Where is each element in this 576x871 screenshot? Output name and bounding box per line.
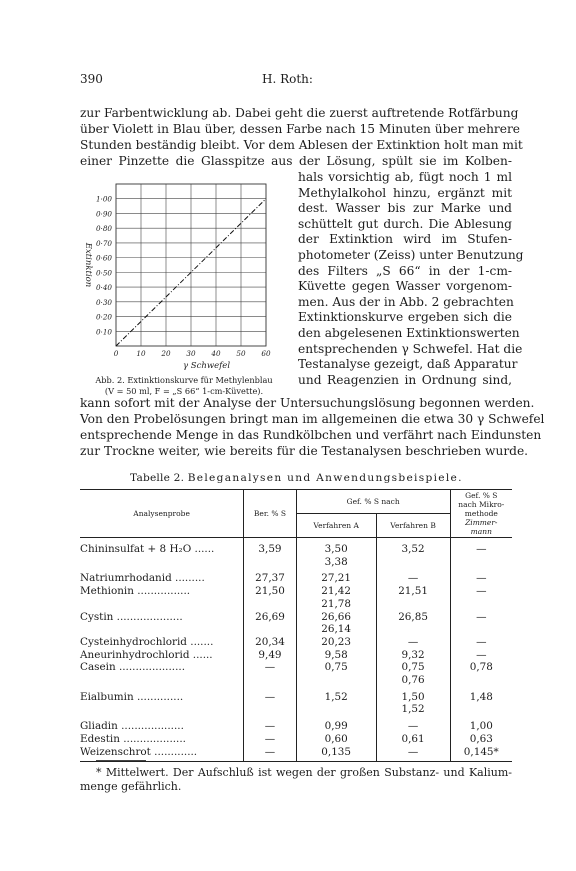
text-line: den abgelesenen Extinktionswerten (298, 325, 520, 340)
cell-method-a: 27,21 (296, 568, 376, 585)
cell-micro: 0,63 (450, 733, 512, 746)
y-tick-label: 0·70 (95, 238, 112, 248)
text-line: dest. Wasser bis zur Marke und (298, 201, 512, 216)
cell-sample: Eialbumin .............. (80, 690, 184, 703)
table-row (80, 556, 512, 569)
y-axis-label: Extinktion (83, 242, 93, 288)
table-row (80, 568, 512, 585)
y-tick-labels (96, 195, 112, 337)
cell-sample (80, 623, 244, 636)
text-line: und Reagenzien in Ordnung sind, (298, 372, 512, 387)
cell-method-a: 20,23 (296, 636, 376, 649)
x-tick-label: 30 (186, 349, 196, 358)
cell-method-b: — (376, 568, 450, 585)
cell-method-b: 0,76 (376, 674, 450, 687)
cell-sample (80, 674, 244, 687)
cell-calc: — (244, 661, 297, 674)
cell-micro (450, 623, 512, 636)
y-tick-label: 0·50 (95, 268, 112, 278)
cell-method-b: 0,61 (376, 733, 450, 746)
col-header-found: Gef. % S nach (296, 490, 450, 514)
text-line: einer Pinzette die Glasspitze aus der Lösung, spült sie im Kolben- (80, 154, 512, 168)
cell-calc (244, 598, 297, 611)
cell-calc: — (244, 746, 297, 762)
x-tick-label: 10 (136, 349, 146, 358)
cell-micro (450, 556, 512, 569)
cell-method-a: 0,60 (296, 733, 376, 746)
text-line: Testanalyse gezeigt, daß Apparatur (298, 357, 518, 372)
cell-calc: — (244, 716, 297, 733)
caption-line: Abb. 2. Extinktionskurve für Methylenblau (95, 375, 273, 385)
cell-sample: Cystin .................... (80, 610, 183, 623)
cell-method-a: 21,42 (296, 585, 376, 598)
extinction-chart (76, 170, 292, 370)
footnote-line: menge gefährlich. (80, 780, 182, 793)
cell-method-b: 3,52 (376, 538, 450, 556)
y-tick-label: 0·10 (95, 327, 112, 337)
cell-sample (80, 598, 244, 611)
header-line: mann (470, 527, 492, 536)
cell-method-a: 0,135 (296, 746, 376, 762)
text-line: entsprechende Menge in das Rundkölbchen und verfährt nach Eindunsten (80, 428, 542, 442)
table-row (80, 611, 512, 624)
table-row (80, 538, 512, 556)
cell-method-a: 0,99 (296, 716, 376, 733)
cell-calc (244, 674, 297, 687)
cell-micro: — (450, 649, 512, 662)
cell-micro: — (450, 568, 512, 585)
cell-method-b (376, 598, 450, 611)
cell-method-b: 9,32 (376, 649, 450, 662)
cell-micro: 0,78 (450, 661, 512, 674)
cell-method-a: 0,75 (296, 661, 376, 674)
cell-micro: — (450, 538, 512, 556)
header-line: Zimmer- (465, 518, 498, 527)
footnote-rule (96, 760, 146, 761)
cell-micro (450, 703, 512, 716)
table-row (80, 585, 512, 598)
text-line: kann sofort mit der Analyse der Untersuchungslösung begonnen werden. (80, 396, 535, 410)
cell-micro (450, 674, 512, 687)
y-tick-label: 0·90 (95, 209, 112, 219)
cell-method-a: 1,52 (296, 687, 376, 704)
cell-micro (450, 598, 512, 611)
right-column-text (298, 170, 524, 388)
cell-sample: Casein .................... (80, 661, 186, 674)
cell-micro: — (450, 585, 512, 598)
caption-line: (V = 50 ml, F = „S 66“ 1-cm-Küvette). (104, 386, 264, 396)
cell-method-b (376, 556, 450, 569)
col-header-micro (450, 490, 512, 538)
x-tick-labels (114, 349, 271, 358)
cell-method-b: 21,51 (376, 585, 450, 598)
figure-caption (80, 375, 288, 397)
table-row (80, 703, 512, 716)
table-row (80, 636, 512, 649)
cell-micro: — (450, 636, 512, 649)
cell-sample: Chininsulfat + 8 H₂O ...... (80, 543, 215, 555)
y-tick-label: 1·00 (95, 194, 112, 204)
col-header-method-a: Verfahren A (296, 514, 376, 538)
cell-calc: — (244, 687, 297, 704)
cell-method-b: 0,75 (376, 661, 450, 674)
text-line: über Violett in Blau über, dessen Farbe nach 15 Minuten über mehrere (80, 122, 521, 136)
cell-method-a: 21,78 (296, 598, 376, 611)
text-line: photometer (Zeiss) unter Benutzung (298, 247, 524, 262)
cell-calc (244, 556, 297, 569)
cell-method-a (296, 674, 376, 687)
table-caption-prefix: Tabelle 2. (130, 472, 185, 484)
cell-micro: 0,145* (450, 746, 512, 762)
y-tick-label: 0·60 (95, 253, 112, 263)
cell-calc (244, 623, 297, 636)
footnote-line: * Mittelwert. Der Aufschluß ist wegen der großen Substanz- und Kalium- (96, 766, 512, 779)
text-line: Extinktionskurve ergeben sich die (298, 310, 512, 325)
table-row (80, 623, 512, 636)
cell-sample: Cysteinhydrochlorid ....... (80, 635, 214, 648)
table-caption-title: Beleganalysen und Anwendungsbeispiele. (187, 472, 463, 484)
cell-method-b: 1,52 (376, 703, 450, 716)
cell-micro: — (450, 611, 512, 624)
table-row (80, 649, 512, 662)
cell-calc: 3,59 (244, 538, 297, 556)
text-line: entsprechenden γ Schwefel. Hat die (298, 341, 523, 356)
cell-method-b: — (376, 636, 450, 649)
cell-sample: Methionin ................ (80, 585, 191, 598)
text-line: hals vorsichtig ab, fügt noch 1 ml (298, 170, 512, 184)
cell-method-a: 9,58 (296, 649, 376, 662)
cell-method-a: 3,50 (296, 538, 376, 556)
col-header-method-b: Verfahren B (376, 514, 450, 538)
cell-calc (244, 703, 297, 716)
text-line: Stunden beständig bleibt. Vor dem Ablesen der Extinktion holt man mit (80, 138, 523, 152)
x-axis-label: γ Schwefel (183, 361, 231, 370)
cell-method-b (376, 623, 450, 636)
cell-method-a: 3,38 (296, 556, 376, 569)
header-line: nach Mikro- (458, 500, 505, 509)
x-tick-label: 0 (113, 349, 119, 358)
cell-calc: — (244, 733, 297, 746)
text-line: der Extinktion wird im Stufen- (298, 232, 512, 247)
cell-method-a: 26,14 (296, 623, 376, 636)
cell-calc: 26,69 (244, 611, 297, 624)
text-line: Küvette gegen Wasser vorgenom- (298, 279, 512, 294)
text-line: men. Aus der in Abb. 2 gebrachten (298, 294, 514, 309)
page-number: 390 (80, 72, 103, 86)
text-line: zur Farbentwicklung ab. Dabei geht die zuerst auftretende Rotfärbung (80, 106, 519, 120)
cell-micro: 1,48 (450, 687, 512, 704)
table-caption (130, 472, 463, 484)
y-tick-label: 0·40 (95, 283, 112, 293)
table-row (80, 674, 512, 687)
x-tick-label: 60 (261, 349, 271, 358)
cell-micro: 1,00 (450, 716, 512, 733)
y-tick-label: 0·20 (95, 312, 112, 322)
cell-method-b: 26,85 (376, 611, 450, 624)
table-row (80, 687, 512, 704)
cell-sample: Weizenschrot ............. (80, 746, 244, 762)
table-row (80, 716, 512, 733)
col-header-calc: Ber. % S (244, 490, 297, 538)
y-tick-label: 0·30 (95, 297, 112, 307)
x-tick-label: 20 (161, 349, 171, 358)
cell-sample: Gliadin ................... (80, 720, 184, 733)
cell-sample (80, 703, 244, 716)
text-line: schüttelt gut durch. Die Ablesung (298, 216, 512, 231)
header-line: methode (464, 509, 498, 518)
chart-grid (116, 184, 266, 346)
cell-sample: Aneurinhydrochlorid ...... (80, 648, 213, 661)
text-line: Von den Probelösungen bringt man im allgemeinen die etwa 30 γ Schwefel (80, 412, 545, 426)
cell-sample (80, 556, 244, 569)
table-row (80, 661, 512, 674)
results-table (80, 489, 512, 762)
cell-method-b: 1,50 (376, 687, 450, 704)
text-line: des Filters „S 66“ in der 1-cm- (298, 263, 512, 278)
header-line: Gef. % S (465, 491, 498, 500)
cell-method-b: — (376, 746, 450, 762)
cell-method-a: 26,66 (296, 611, 376, 624)
cell-method-a (296, 703, 376, 716)
text-line: Methylalkohol hinzu, ergänzt mit (298, 185, 512, 200)
cell-sample: Edestin ................... (80, 732, 186, 745)
cell-calc: 27,37 (244, 568, 297, 585)
cell-sample: Natriumrhodanid ......... (80, 572, 205, 585)
text-line: zur Trockne weiter, wie bereits für die Testanalysen beschrieben wurde. (80, 444, 529, 458)
x-tick-label: 40 (211, 349, 221, 358)
cell-calc: 21,50 (244, 585, 297, 598)
table-row (80, 733, 512, 746)
cell-calc: 9,49 (244, 649, 297, 662)
cell-calc: 20,34 (244, 636, 297, 649)
running-title: H. Roth: (262, 72, 313, 86)
y-tick-label: 0·80 (95, 224, 112, 234)
col-header-sample: Analysenprobe (80, 490, 244, 538)
table-row (80, 598, 512, 611)
x-tick-label: 50 (236, 349, 246, 358)
cell-method-b: — (376, 716, 450, 733)
